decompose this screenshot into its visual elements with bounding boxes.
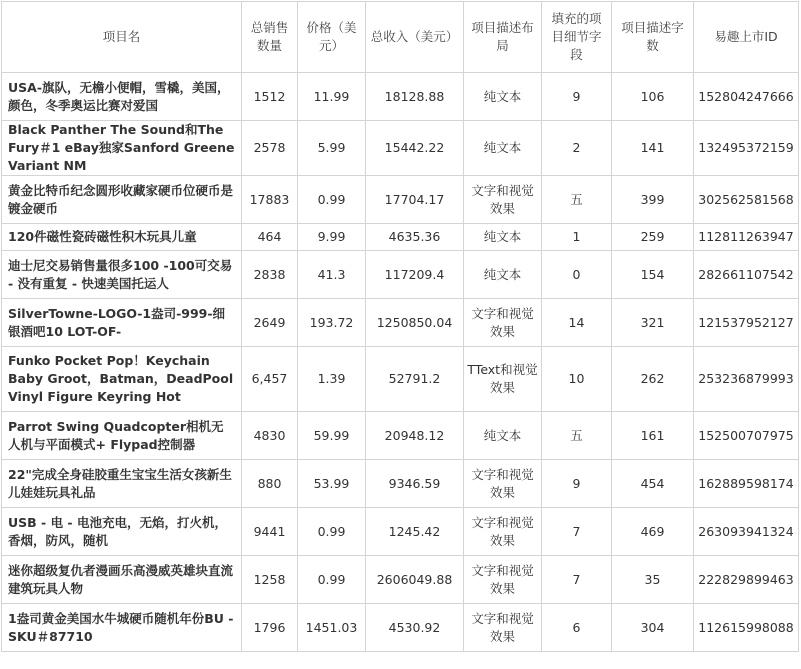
price-cell: 59.99 [298,412,366,460]
header-total-sold: 总销售数量 [242,2,298,73]
words-cell: 141 [612,121,694,176]
layout-cell: 文字和视觉效果 [464,176,542,224]
layout-cell: TText和视觉效果 [464,347,542,412]
header-item-name: 项目名 [2,2,242,73]
fields-cell: 1 [542,224,612,251]
item-name-cell: 120件磁性瓷砖磁性积木玩具儿童 [2,224,242,251]
price-cell: 9.99 [298,224,366,251]
fields-cell: 7 [542,556,612,604]
price-cell: 11.99 [298,73,366,121]
layout-cell: 纯文本 [464,121,542,176]
revenue-cell: 52791.2 [366,347,464,412]
table-row [2,604,799,652]
fields-cell: 10 [542,347,612,412]
item-name-cell: Black Panther The Sound和The Fury＃1 eBay独家Sanford Greene Variant NM [2,121,242,176]
revenue-cell: 18128.88 [366,73,464,121]
price-cell: 193.72 [298,299,366,347]
revenue-cell: 117209.4 [366,251,464,299]
fields-cell: 五 [542,176,612,224]
header-detail-fields: 填充的项目细节字段 [542,2,612,73]
item-name-cell: Funko Pocket Pop！Keychain Baby Groot，Batman，DeadPool Vinyl Figure Keyring Hot [2,347,242,412]
total-sold-cell: 880 [242,460,298,508]
layout-cell: 文字和视觉效果 [464,460,542,508]
item-name-cell: 迷你超级复仇者漫画乐高漫威英雄块直流建筑玩具人物 [2,556,242,604]
fields-cell: 2 [542,121,612,176]
table-row [2,121,799,176]
listing-id-cell: 121537952127 [694,299,799,347]
words-cell: 469 [612,508,694,556]
fields-cell: 6 [542,604,612,652]
total-sold-cell: 9441 [242,508,298,556]
revenue-cell: 20948.12 [366,412,464,460]
price-cell: 0.99 [298,176,366,224]
fields-cell: 9 [542,460,612,508]
fields-cell: 14 [542,299,612,347]
total-sold-cell: 2578 [242,121,298,176]
listing-id-cell: 222829899463 [694,556,799,604]
listing-id-cell: 282661107542 [694,251,799,299]
listing-id-cell: 112615998088 [694,604,799,652]
layout-cell: 文字和视觉效果 [464,299,542,347]
listing-id-cell: 263093941324 [694,508,799,556]
total-sold-cell: 2649 [242,299,298,347]
words-cell: 106 [612,73,694,121]
total-sold-cell: 1796 [242,604,298,652]
item-name-cell: 22"完成全身硅胶重生宝宝生活女孩新生儿娃娃玩具礼品 [2,460,242,508]
revenue-cell: 2606049.88 [366,556,464,604]
item-name-cell: SilverTowne-LOGO-1盎司-999-细银酒吧10 LOT-OF- [2,299,242,347]
item-name-cell: 迪士尼交易销售量很多100 -100可交易 - 没有重复 - 快速美国托运人 [2,251,242,299]
fields-cell: 五 [542,412,612,460]
listing-id-cell: 302562581568 [694,176,799,224]
price-cell: 1451.03 [298,604,366,652]
words-cell: 399 [612,176,694,224]
table-row [2,412,799,460]
table-row [2,299,799,347]
total-sold-cell: 2838 [242,251,298,299]
price-cell: 1.39 [298,347,366,412]
words-cell: 154 [612,251,694,299]
table-row [2,73,799,121]
total-sold-cell: 4830 [242,412,298,460]
layout-cell: 文字和视觉效果 [464,604,542,652]
fields-cell: 9 [542,73,612,121]
price-cell: 0.99 [298,508,366,556]
table-row [2,251,799,299]
words-cell: 321 [612,299,694,347]
header-ebay-listing-id: 易趣上市ID [694,2,799,73]
header-row [2,2,799,73]
item-name-cell: USA-旗队，无檐小便帽，雪橇，美国，颜色，冬季奥运比赛对爱国 [2,73,242,121]
listing-id-cell: 152500707975 [694,412,799,460]
words-cell: 161 [612,412,694,460]
words-cell: 454 [612,460,694,508]
fields-cell: 0 [542,251,612,299]
item-name-cell: 1盎司黄金美国水牛城硬币随机年份BU - SKU＃87710 [2,604,242,652]
table-row [2,176,799,224]
words-cell: 262 [612,347,694,412]
revenue-cell: 15442.22 [366,121,464,176]
total-sold-cell: 6,457 [242,347,298,412]
price-cell: 41.3 [298,251,366,299]
table-row [2,224,799,251]
revenue-cell: 9346.59 [366,460,464,508]
table-row [2,347,799,412]
words-cell: 304 [612,604,694,652]
words-cell: 259 [612,224,694,251]
ebay-listings-table [1,1,799,652]
layout-cell: 纯文本 [464,251,542,299]
revenue-cell: 4635.36 [366,224,464,251]
total-sold-cell: 17883 [242,176,298,224]
item-name-cell: Parrot Swing Quadcopter相机无人机与平面模式+ Flypad控制器 [2,412,242,460]
header-description-words: 项目描述字数 [612,2,694,73]
revenue-cell: 17704.17 [366,176,464,224]
header-total-revenue: 总收入（美元） [366,2,464,73]
header-description-layout: 项目描述布局 [464,2,542,73]
price-cell: 0.99 [298,556,366,604]
layout-cell: 文字和视觉效果 [464,508,542,556]
layout-cell: 纯文本 [464,224,542,251]
revenue-cell: 1250850.04 [366,299,464,347]
header-price: 价格（美元） [298,2,366,73]
total-sold-cell: 464 [242,224,298,251]
table-row [2,460,799,508]
revenue-cell: 4530.92 [366,604,464,652]
listing-id-cell: 152804247666 [694,73,799,121]
table-row [2,508,799,556]
item-name-cell: USB - 电 - 电池充电，无焰，打火机，香烟，防风，随机 [2,508,242,556]
layout-cell: 文字和视觉效果 [464,556,542,604]
item-name-cell: 黄金比特币纪念圆形收藏家硬币位硬币是镀金硬币 [2,176,242,224]
total-sold-cell: 1258 [242,556,298,604]
listing-id-cell: 162889598174 [694,460,799,508]
words-cell: 35 [612,556,694,604]
revenue-cell: 1245.42 [366,508,464,556]
table-row [2,556,799,604]
price-cell: 5.99 [298,121,366,176]
listing-id-cell: 132495372159 [694,121,799,176]
fields-cell: 7 [542,508,612,556]
layout-cell: 纯文本 [464,73,542,121]
listing-id-cell: 112811263947 [694,224,799,251]
listing-id-cell: 253236879993 [694,347,799,412]
layout-cell: 纯文本 [464,412,542,460]
total-sold-cell: 1512 [242,73,298,121]
price-cell: 53.99 [298,460,366,508]
